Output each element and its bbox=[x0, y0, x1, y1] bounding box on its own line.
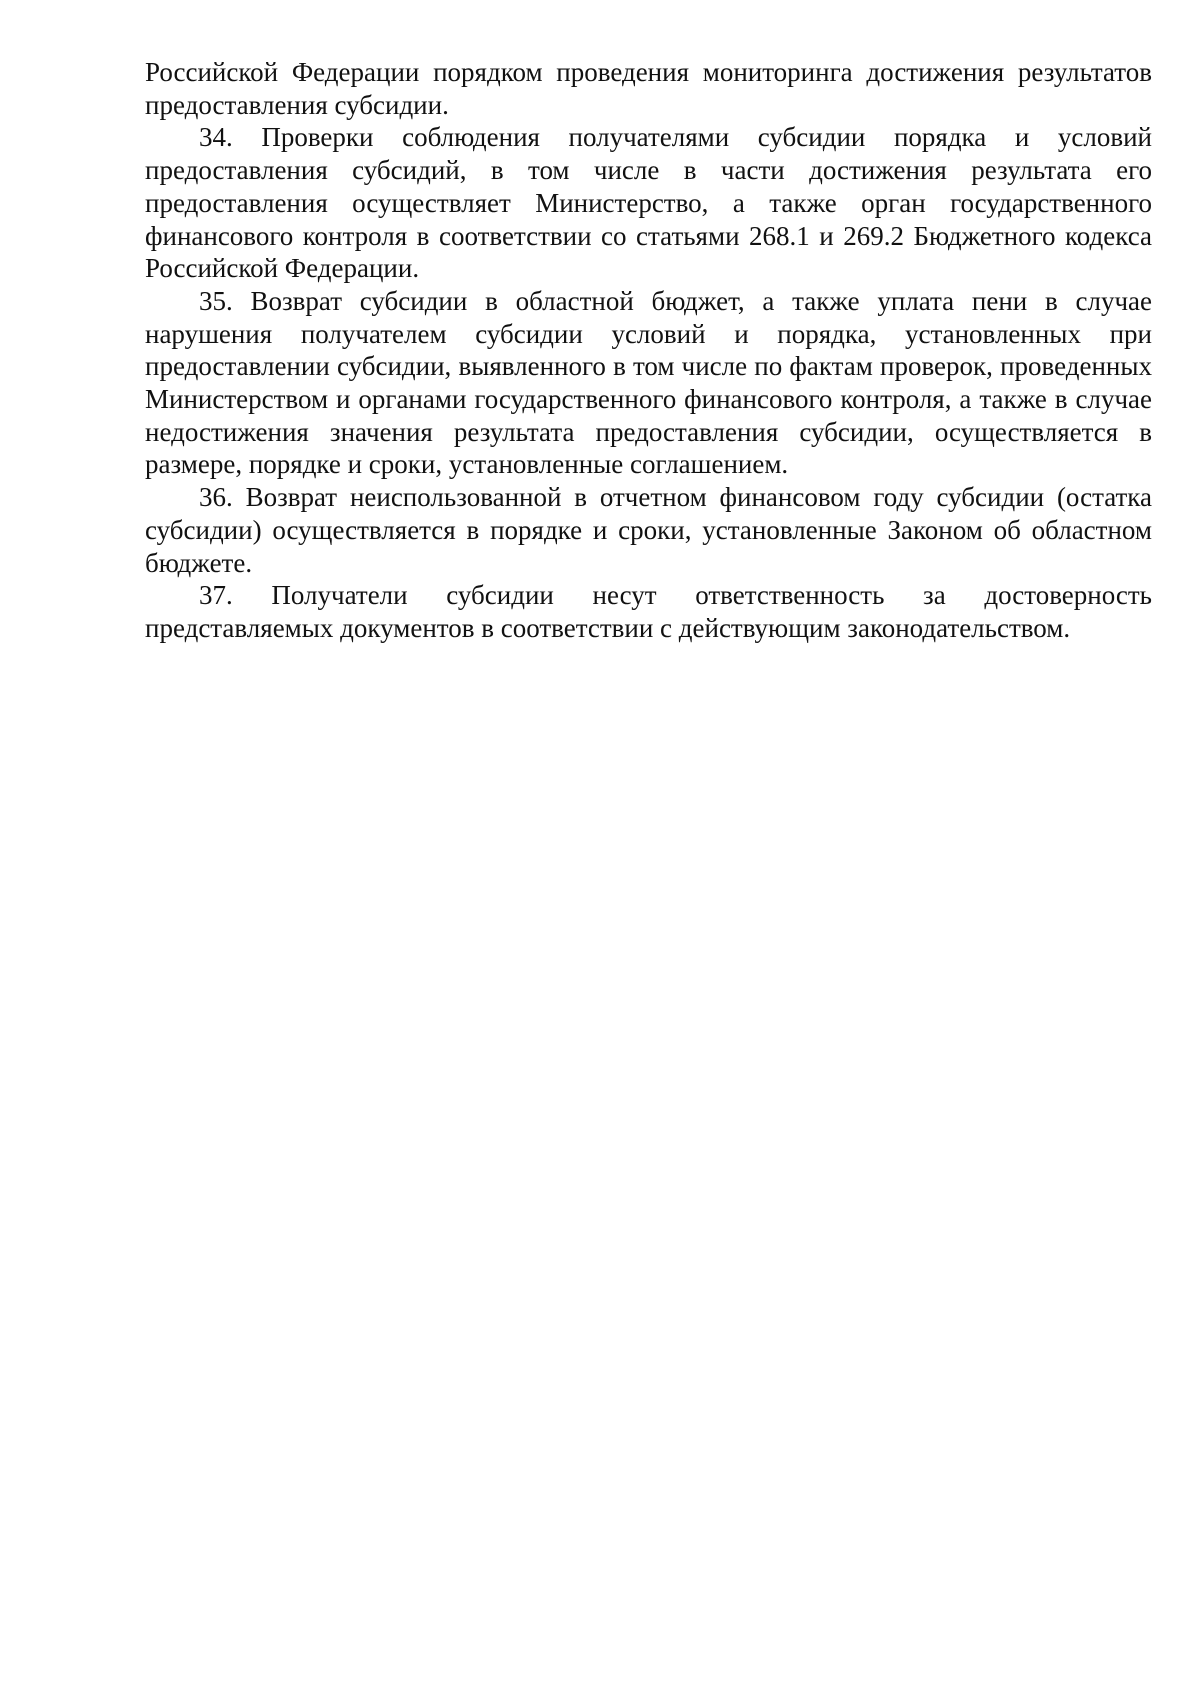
paragraph-37: 37. Получатели субсидии несут ответственность за достоверность представляемых документов в соответствии с действующим законодательством. bbox=[145, 580, 1152, 643]
paragraph-36: 36. Возврат неиспользованной в отчетном финансовом году субсидии (остатка субсидии) осуществляется в порядке и сроки, установленные Законом об областном бюджете. bbox=[145, 482, 1152, 578]
paragraph-34: 34. Проверки соблюдения получателями субсидии порядка и условий предоставления субсидий, в том числе в части достижения результата его предоставления осуществляет Министерство, а также орган государственного финансового контроля в соответствии со статьями 268.1 и 269.2 Бюджетного кодекса Российской Федерации. bbox=[145, 122, 1152, 284]
paragraph-35: 35. Возврат субсидии в областной бюджет, а также уплата пени в случае нарушения получателем субсидии условий и порядка, установленных при предоставлении субсидии, выявленного в том числе по фактам проверок, проведенных Министерством и органами государственного финансового контроля, а также в случае недостижения значения результата предоставления субсидии, осуществляется в размере, порядке и сроки, установленные соглашением. bbox=[145, 285, 1152, 480]
paragraph-continuation: Российской Федерации порядком проведения мониторинга достижения результатов предоставления субсидии. bbox=[145, 57, 1152, 120]
document-body bbox=[145, 56, 1152, 645]
